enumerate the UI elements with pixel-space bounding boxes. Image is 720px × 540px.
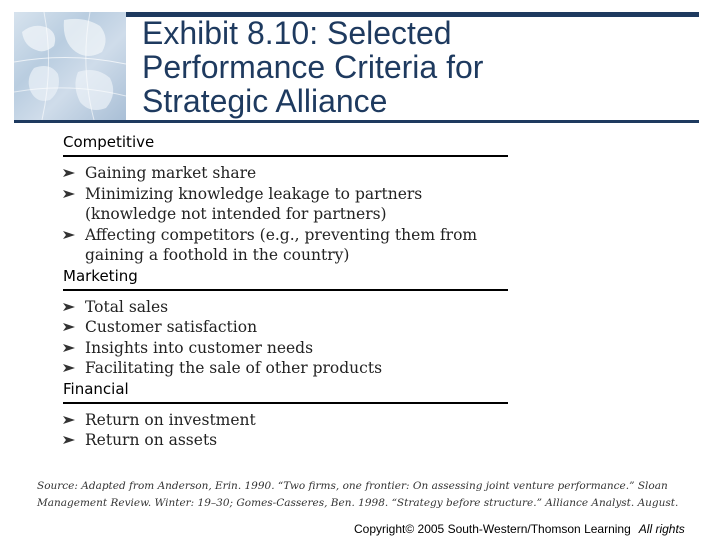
section-heading: Competitive xyxy=(63,132,508,157)
world-map-graphic xyxy=(14,12,126,120)
section-heading: Marketing xyxy=(63,266,508,291)
arrow-bullet-icon xyxy=(63,184,77,204)
section-marketing xyxy=(63,266,513,379)
item-text: Affecting competitors (e.g., preventing them from gaining a foothold in the country) xyxy=(85,225,478,264)
list-item xyxy=(63,338,513,359)
copyright-text: Copyright© 2005 South-Western/Thomson Learning xyxy=(354,522,631,536)
item-text: Total sales xyxy=(85,297,169,316)
list-item xyxy=(63,184,513,225)
item-text: Facilitating the sale of other products xyxy=(85,359,383,377)
arrow-bullet-icon xyxy=(63,358,77,378)
item-list xyxy=(63,163,513,266)
item-text: Gaining market share xyxy=(85,164,257,182)
copyright-rights: All rights xyxy=(638,522,685,536)
list-item xyxy=(63,163,513,184)
item-text: Insights into customer needs xyxy=(85,338,314,357)
title-line-2: Performance Criteria for xyxy=(142,49,484,85)
item-text: Customer satisfaction xyxy=(85,318,258,336)
list-item xyxy=(63,358,513,379)
item-list xyxy=(63,297,513,379)
source-note: Source: Adapted from Anderson, Erin. 1990. “Two firms, one frontier: On assessing joint venture performance.” Sloan Management Review. Winter: 19–30; Gomes-Casseres, Ben. 1998. “Strategy before structure.” Alliance Analyst. August. xyxy=(37,480,679,509)
arrow-bullet-icon xyxy=(63,430,77,450)
section-financial xyxy=(63,379,513,451)
title-line-3: Strategic Alliance xyxy=(142,83,388,119)
arrow-bullet-icon xyxy=(63,163,77,183)
arrow-bullet-icon xyxy=(63,410,77,430)
criteria-list xyxy=(63,132,513,451)
arrow-bullet-icon xyxy=(63,297,77,317)
item-text: Return on investment xyxy=(85,410,256,429)
section-competitive xyxy=(63,132,513,266)
list-item xyxy=(63,297,513,318)
item-list xyxy=(63,410,513,451)
page-title xyxy=(142,16,692,118)
arrow-bullet-icon xyxy=(63,225,77,245)
item-text: Return on assets xyxy=(85,431,218,449)
title-bottom-rule xyxy=(14,120,699,123)
item-text: Minimizing knowledge leakage to partners (knowledge not intended for partners) xyxy=(85,184,423,223)
title-line-1: Exhibit 8.10: Selected xyxy=(142,15,452,51)
section-heading: Financial xyxy=(63,379,508,404)
list-item xyxy=(63,317,513,338)
arrow-bullet-icon xyxy=(63,317,77,337)
list-item xyxy=(63,225,513,266)
list-item xyxy=(63,410,513,431)
arrow-bullet-icon xyxy=(63,338,77,358)
copyright-footer xyxy=(354,522,685,536)
list-item xyxy=(63,430,513,451)
